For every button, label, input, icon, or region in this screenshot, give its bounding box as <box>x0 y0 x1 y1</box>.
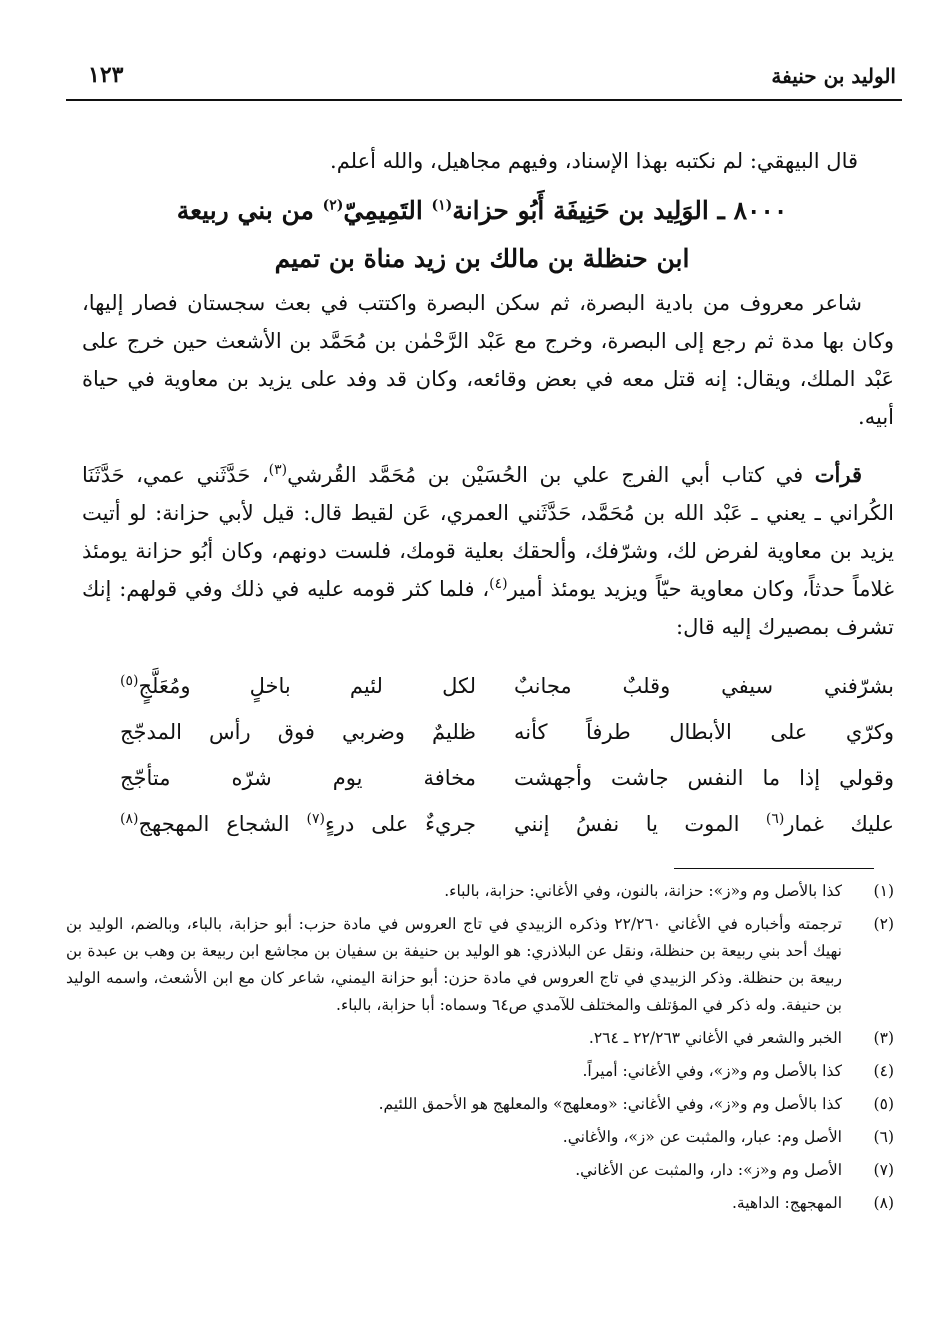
entry-title-prefix: ٨٠٠٠ ـ الوَلِيد بن حَنِيفَة أَبُو حزانة <box>452 196 788 225</box>
footnote-text: الأصل وم و«ز»: دار، والمثبت عن الأغاني. <box>575 1161 842 1179</box>
verse-second-hemistich <box>120 812 476 836</box>
footnote-text: كذا بالأصل وم و«ز»، وفي الأغاني: «ومعلهج» والمعلهج هو الأحمق اللئيم. <box>378 1095 842 1113</box>
footnote-number: (٥) <box>873 1095 894 1113</box>
footnote-ref-2[interactable]: (٢) <box>322 197 344 214</box>
verse-text: جريءٌ على درءٍ <box>325 812 476 836</box>
running-header-title: الوليد بن حنيفة <box>771 64 896 88</box>
story-text-1: في كتاب أبي الفرج علي بن الحُسَيْن بن مُحَمَّد القُرشي <box>287 463 815 487</box>
footnote-number: (١) <box>873 882 894 900</box>
footnote <box>66 878 900 905</box>
footnote-text: الخبر والشعر في الأغاني ٢٢/٢٦٣ ـ ٢٦٤. <box>588 1029 842 1047</box>
verse-first-hemistich: بشرّفني سيفي وقلبٌ مجانبٌ <box>514 674 894 698</box>
footnote-number: (٦) <box>873 1128 894 1146</box>
footnote-text: المهجهج: الداهية. <box>732 1194 842 1212</box>
biography-paragraph: شاعر معروف من بادية البصرة، ثم سكن البصرة واكتتب في بعث سجستان فصار إليها، وكان بها مدة ثم رجع إلى البصرة، وخرج مع عَبْد الرَّحْمٰن بن مُحَمَّد بن الأشعث حين خرج على عَبْد الملك، ويقال: إنه قتل معه في بعض وقائعه، وكان قد وفد على يزيد بن معاوية في حياة أبيه. <box>82 291 894 429</box>
footnote-ref-7[interactable]: (٧) <box>306 811 325 827</box>
verse-text: لكل لئيم باخلٍ ومُعَلَّجٍ <box>138 674 476 698</box>
footnote-number: (٢) <box>873 915 894 933</box>
footnote <box>66 1058 900 1085</box>
verse-text: الموت يا نفسُ إنني <box>514 812 766 836</box>
entry-title-line2: ابن حنظلة بن مالك بن زيد مناة بن تميم <box>274 244 690 273</box>
footnote-text: ترجمته وأخباره في الأغاني ٢٢/٢٦٠ وذكره الزبيدي في تاج العروس في مادة حزب: أبو حزابة، بالباء، وبالضم، الوليد بن نهيك أحد بني ربيعة بن حنظلة، ونقل عن البلاذري: هو الوليد بن حنيفة بن سفيان بن مجاشع ابن ربيعة بن وهب بن عبدة بن ربيعة بن حنظلة. وذكر الزبيدي في تاج العروس في مادة حزن: أبو حزانة اليمني، شاعر كان مع ابن الأشعث، واسمه الوليد بن حنيفة. وله ذكر في المؤتلف والمختلف للآمدي ص٦٤ وسماه: أبا حزابة، بالباء. <box>66 915 842 1014</box>
footnote-text: الأصل وم: عبار، والمثبت عن «ز»، والأغاني. <box>562 1128 842 1146</box>
footnote <box>66 1124 900 1151</box>
story-lead-word: قرأت <box>814 462 863 487</box>
page-number: ١٢٣ <box>88 62 124 88</box>
footnote-text: كذا بالأصل وم و«ز»، وفي الأغاني: أميراً. <box>582 1062 842 1080</box>
footnote <box>66 911 900 1019</box>
footnote-divider <box>674 868 874 869</box>
verse-second-hemistich <box>120 674 476 698</box>
footnote <box>66 1091 900 1118</box>
footnote-ref-4[interactable]: (٤) <box>489 576 508 592</box>
entry-title-line1 <box>70 186 894 236</box>
footnote-ref-1[interactable]: (١) <box>431 197 453 214</box>
verse-text: الشجاع المهجهج <box>138 812 307 836</box>
verse-text: عليك غمار <box>784 812 894 836</box>
verse-first-hemistich <box>514 812 894 836</box>
footnote-ref-5[interactable]: (٥) <box>120 673 139 689</box>
footnote-ref-3[interactable]: (٣) <box>268 462 288 478</box>
footnote <box>66 1025 900 1052</box>
story-text-3: ، فلما كثر قومه عليه في ذلك وفي قولهم: إنك تشرف بمصيرك إليه قال: <box>82 577 894 639</box>
poem-verse <box>80 766 894 802</box>
poem-verse <box>80 720 894 756</box>
footnote-number: (٤) <box>873 1062 894 1080</box>
footnotes-list <box>66 878 900 1223</box>
footnote-text: كذا بالأصل وم و«ز»: حزانة، بالنون، وفي الأغاني: حزابة، بالباء. <box>444 882 842 900</box>
poem-verse <box>80 674 894 710</box>
story-text-2: ، حَدَّثَني عمي، حَدَّثَنَا الكُراني ـ يعني ـ عَبْد الله بن مُحَمَّد، حَدَّثَني العمري، عَن لقيط قال: قيل لأبي حزانة: لو أتيت يزيد بن معاوية لفرض لك، وشرّفك، وألحقك بعلية قومك، فلست دونهم، وكان أبُو حزانة يومئذ غلاماً حدثاً، وكان معاوية حيّاً ويزيد يومئذ أمير <box>82 463 894 601</box>
intro-paragraph: قال البيهقي: لم نكتبه بهذا الإسناد، وفيهم مجاهيل، والله أعلم. <box>330 149 858 173</box>
footnote-ref-6[interactable]: (٦) <box>765 811 785 827</box>
verse-second-hemistich: مخافة يوم شرّه متأجّج <box>120 766 476 790</box>
footnote <box>66 1157 900 1184</box>
footnote-number: (٧) <box>873 1161 894 1179</box>
entry-title-middle: التَمِيمِيّ <box>343 196 432 225</box>
poem-verse <box>80 812 894 848</box>
verse-second-hemistich: ظليمٌ وضربي فوق رأس المدجّج <box>120 720 476 744</box>
footnote-number: (٨) <box>873 1194 894 1212</box>
verse-first-hemistich: وكرّي على الأبطال طرفاً كأنه <box>514 720 894 744</box>
entry-title-suffix: من بني ربيعة <box>176 196 323 225</box>
footnote-ref-8[interactable]: (٨) <box>120 811 139 827</box>
footnote-number: (٣) <box>873 1029 894 1047</box>
footnote <box>66 1190 900 1217</box>
header-divider <box>66 99 902 101</box>
verse-first-hemistich: وقولي إذا ما النفس جاشت وأجهشت <box>514 766 894 790</box>
story-paragraph <box>82 456 894 646</box>
